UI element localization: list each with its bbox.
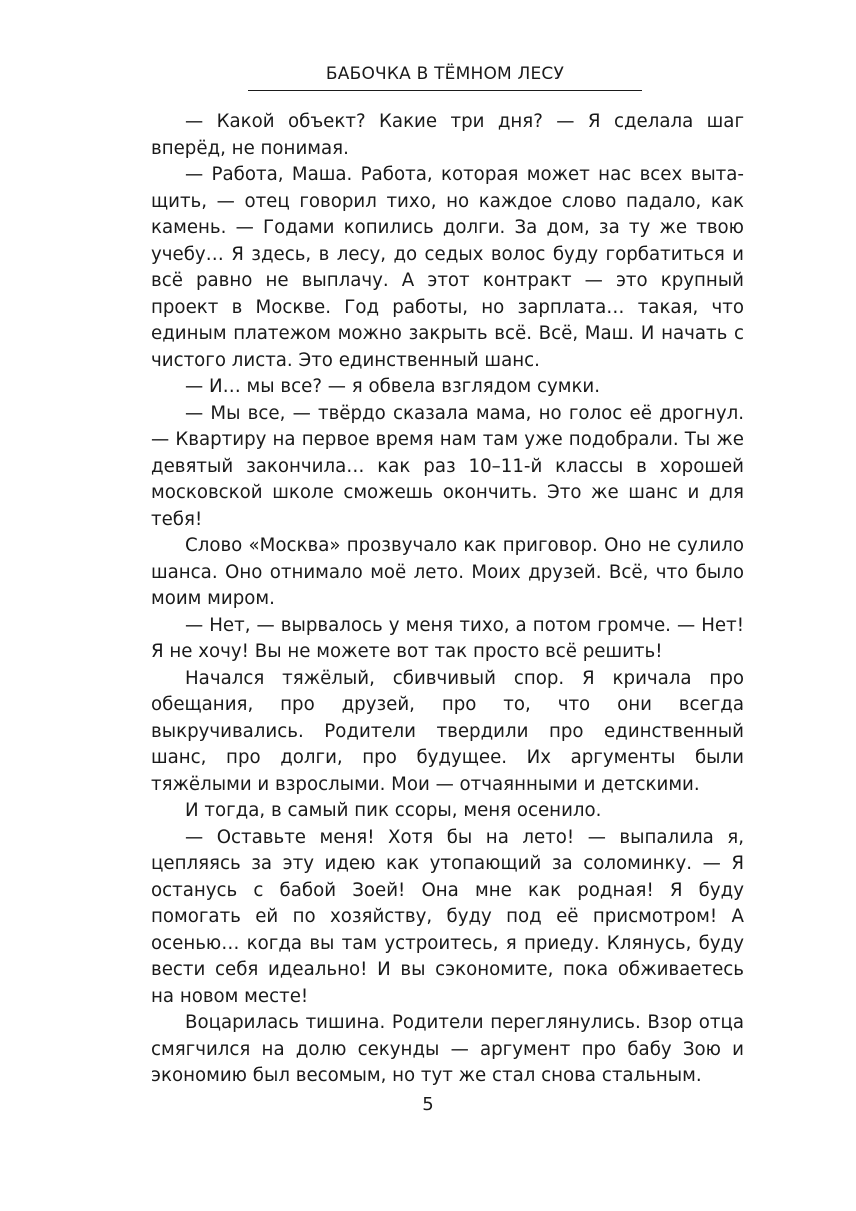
paragraph: — Мы все, — твёрдо сказала мама, но голос её дрогнул. — Квартиру на первое время нам там уже подобрали. Ты же девятый закончила… как раз 10–11-й классы в хорошей московской школе сможешь окончить. Это же шанс и для тебя! bbox=[151, 402, 744, 530]
paragraph: Воцарилась тишина. Родители переглянулись. Взор отца смягчился на долю секунды — аргумент про бабу Зою и экономию был весомым, но тут же стал снова стальным. bbox=[151, 1012, 744, 1086]
body-text bbox=[151, 109, 744, 1090]
paragraph: Слово «Москва» прозвучало как приговор. Оно не сулило шанса. Оно отнимало моё лето. Моих друзей. Всё, что было моим миром. bbox=[151, 535, 744, 609]
header-rule bbox=[248, 90, 642, 91]
paragraph: И тогда, в самый пик ссоры, меня осенило. bbox=[185, 800, 602, 821]
running-head-title: БАБОЧКА В ТЁМНОМ ЛЕСУ bbox=[325, 64, 565, 84]
paragraph: — Нет, — вырвалось у меня тихо, а потом громче. — Нет! Я не хочу! Вы не можете вот так просто всё решить! bbox=[151, 614, 744, 662]
page-number: 5 bbox=[422, 1094, 434, 1115]
paragraph: Начался тяжёлый, сбивчивый спор. Я кричала про обещания, про друзей, про то, что они всегда выкручивались. Родители твердили про единственный шанс, про долги, про будущее. Их аргументы были тяжёлыми и взрослыми. Мои — отчаянными и детскими. bbox=[151, 667, 744, 795]
paragraph: — Какой объект? Какие три дня? — Я сделала шаг вперёд, не понимая. bbox=[151, 111, 744, 159]
paragraph: — И… мы все? — я обвела взглядом сумки. bbox=[185, 376, 601, 397]
paragraph: — Работа, Маша. Работа, которая может нас всех вытащить, — отец говорил тихо, но каждое слово падало, как камень. — Годами копились долги. За дом, за ту же твою учебу… Я здесь, в лесу, до седых волос буду горбатиться и всё равно не выплачу. А этот контракт — это крупный проект в Москве. Год работы, но зарплата… такая, что единым платежом можно закрыть всё. Всё, Маш. И начать с чистого листа. Это единственный шанс. bbox=[151, 164, 744, 371]
paragraph: — Оставьте меня! Хотя бы на лето! — выпалила я, цепляясь за эту идею как утопающий за соломинку. — Я останусь с бабой Зоей! Она мне как родная! Я буду помогать ей по хозяйству, буду под её присмотром! А осенью… когда вы там устроитесь, я приеду. Клянусь, буду вести себя идеально! И вы сэкономите, пока обживаетесь на новом месте! bbox=[151, 826, 744, 1007]
